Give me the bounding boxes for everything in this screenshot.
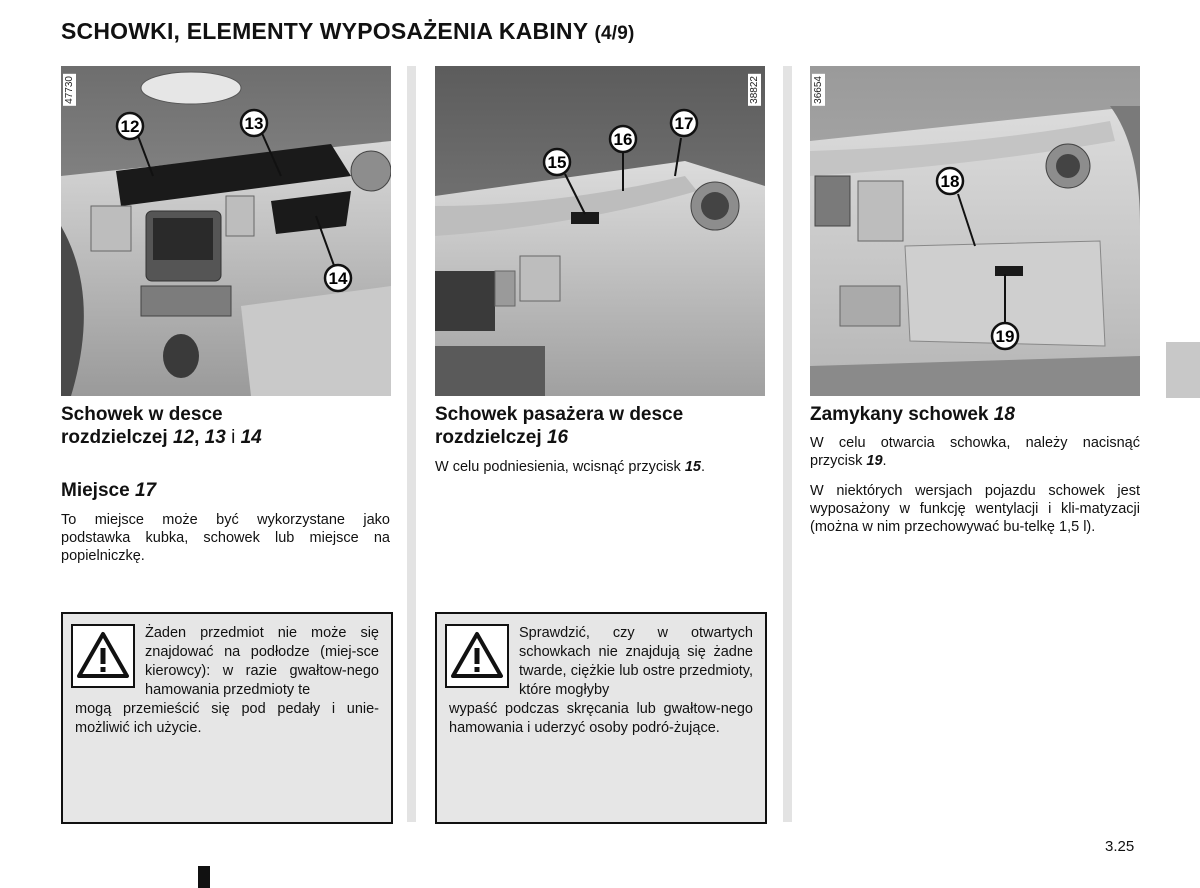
column-separator	[783, 66, 792, 822]
heading-ref: 13	[204, 427, 226, 448]
heading-separator: i	[231, 427, 236, 448]
dashboard-illustration-1	[61, 66, 391, 396]
description-text: W celu podniesienia, wcisnąć przycisk	[435, 459, 681, 475]
section-heading-location	[61, 479, 391, 502]
section-heading-lockable-storage	[810, 403, 1140, 426]
lockable-storage-ventilation-note: W niektórych wersjach pojazdu schowek jest wyposażony w funkcję wentylacji i kli-matyzacji (można w nim przechowywać bu-telkę 1,5 l).	[810, 483, 1140, 535]
description-end: .	[700, 459, 705, 475]
page-marker	[198, 866, 210, 888]
description-end: .	[882, 453, 887, 469]
dashboard-photo-2	[435, 66, 765, 396]
warning-box	[61, 612, 393, 824]
page-title-part: (4/9)	[594, 23, 635, 44]
heading-ref: 14	[240, 427, 262, 448]
heading-separator: ,	[194, 427, 200, 448]
page-title	[61, 18, 635, 45]
heading-ref: 17	[134, 480, 157, 501]
dashboard-photo-3	[810, 66, 1140, 396]
passenger-storage-description	[435, 458, 765, 476]
warning-text	[75, 624, 379, 738]
heading-text: Schowek pasażera w desce	[435, 404, 684, 425]
heading-text: Zamykany schowek	[810, 404, 989, 425]
warning-text	[449, 624, 753, 738]
heading-ref: 12	[172, 427, 195, 448]
heading-text: rozdzielczej	[61, 427, 168, 448]
warning-text-part: Sprawdzić, czy w otwartych schowkach nie znajdują się żadne twarde, ciężkie lub ostre przedmioty, które mogłyby	[519, 625, 753, 698]
heading-text: Miejsce	[61, 480, 130, 501]
warning-text-part: mogą przemieścić się pod pedały i unie-możliwić ich użycie.	[75, 701, 379, 736]
page-title-text: SCHOWKI, ELEMENTY WYPOSAŻENIA KABINY	[61, 18, 588, 44]
image-code: 36654	[813, 76, 824, 104]
callout-label: 17	[674, 114, 694, 133]
warning-box	[435, 612, 767, 824]
heading-ref: 18	[993, 404, 1015, 425]
callout-label: 14	[328, 269, 348, 288]
image-code: 47730	[64, 76, 75, 104]
image-code: 38822	[749, 76, 760, 104]
location-description: To miejsce może być wykorzystane jako podstawka kubka, schowek lub miejsce na popielniczkę.	[61, 512, 390, 564]
description-ref: 19	[866, 453, 883, 469]
column-separator	[407, 66, 416, 822]
warning-text-part: wypaść podczas skręcania lub gwałtow-nego hamowania i uderzyć osoby podró-żujące.	[449, 701, 753, 736]
page-number: 3.25	[1105, 838, 1135, 855]
callout-label: 16	[613, 130, 633, 149]
section-heading-dashboard-storage	[61, 403, 391, 449]
callout-label: 15	[547, 153, 567, 172]
chapter-tab	[1166, 342, 1200, 398]
heading-text: Schowek w desce	[61, 404, 223, 425]
dashboard-photo-1	[61, 66, 391, 396]
heading-ref: 16	[546, 427, 569, 448]
callout-label: 19	[995, 327, 1015, 346]
description-ref: 15	[684, 459, 701, 475]
dashboard-illustration-2	[435, 66, 765, 396]
heading-text: rozdzielczej	[435, 427, 542, 448]
callout-label: 13	[244, 114, 264, 133]
callout-label: 18	[940, 172, 960, 191]
section-heading-passenger-storage	[435, 403, 765, 449]
description-text: W celu otwarcia schowka, należy nacisnąć przycisk	[810, 435, 1140, 469]
callout-label: 12	[120, 117, 140, 136]
warning-text-part: Żaden przedmiot nie może się znajdować na podłodze (miej-sce kierowcy): w razie gwałtow-nego hamowania przedmioty te	[145, 625, 379, 698]
lockable-storage-open-instructions	[810, 434, 1140, 470]
dashboard-illustration-3	[810, 66, 1140, 396]
